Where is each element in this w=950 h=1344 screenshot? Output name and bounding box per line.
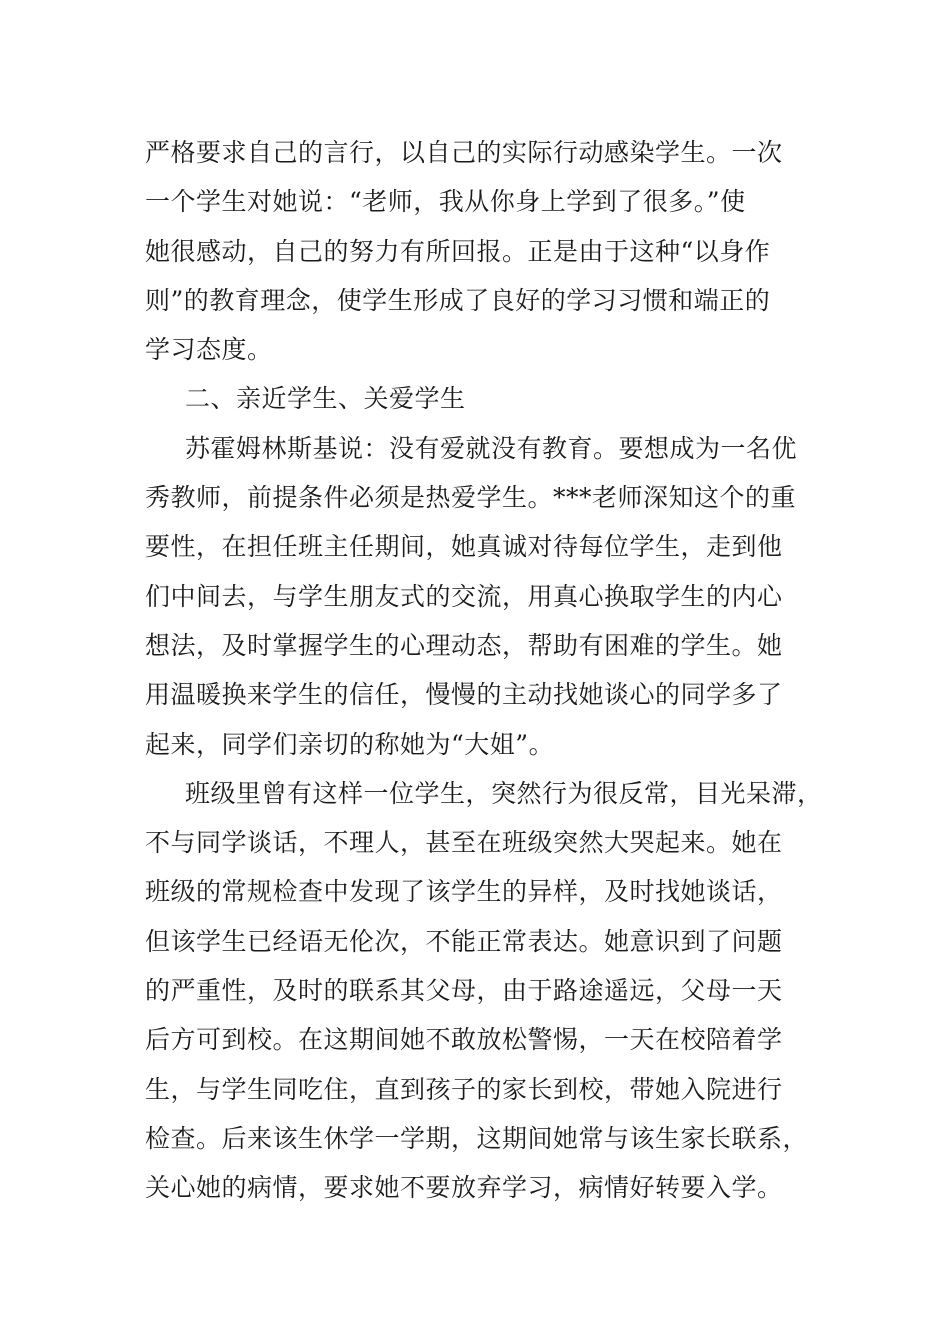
text-line: 严格要求自己的言行，以自己的实际行动感染学生。一次 (145, 138, 783, 167)
text-line: 学习态度。 (145, 335, 273, 365)
text-line: 们中间去，与学生朋友式的交流，用真心换取学生的内心 (145, 581, 783, 611)
text-line: 二、亲近学生、关爱学生 (185, 384, 466, 414)
text-line: 用温暖换来学生的信任，慢慢的主动找她谈心的同学多了 (145, 680, 783, 710)
text-line: 想法，及时掌握学生的心理动态，帮助有困难的学生。她 (145, 630, 783, 660)
text-line: 但该学生已经语无伦次，不能正常表达。她意识到了问题 (145, 926, 783, 956)
text-line: 检查。后来该生休学一学期，这期间她常与该生家长联系， (145, 1123, 809, 1153)
text-line: 关心她的病情，要求她不要放弃学习，病情好转要入学。 (145, 1173, 783, 1203)
text-line: 后方可到校。在这期间她不敢放松警惕，一天在校陪着学 (145, 1025, 783, 1055)
text-line: 起来，同学们亲切的称她为“大姐”。 (145, 729, 555, 759)
text-line: 苏霍姆林斯基说：没有爱就没有教育。要想成为一名优 (185, 433, 798, 463)
text-line: 班级的常规检查中发现了该学生的异样，及时找她谈话， (145, 877, 783, 907)
text-line: 不与同学谈话，不理人，甚至在班级突然大哭起来。她在 (145, 828, 783, 858)
text-line: 生，与学生同吃住，直到孩子的家长到校，带她入院进行 (145, 1074, 783, 1104)
text-line: 要性，在担任班主任期间，她真诚对待每位学生，走到他 (145, 532, 783, 562)
text-line: 的严重性，及时的联系其父母，由于路途遥远，父母一天 (145, 976, 783, 1006)
text-line: 则”的教育理念，使学生形成了良好的学习习惯和端正的 (145, 285, 771, 315)
text-line: 秀教师，前提条件必须是热爱学生。***老师深知这个的重 (145, 483, 797, 513)
text-line: 一个学生对她说：“老师，我从你身上学到了很多。”使 (145, 187, 746, 217)
document-body (145, 128, 825, 1213)
text-line: 班级里曾有这样一位学生，突然行为很反常，目光呆滞， (185, 778, 823, 808)
text-line: 她很感动，自己的努力有所回报。正是由于这种“以身作 (145, 236, 771, 266)
